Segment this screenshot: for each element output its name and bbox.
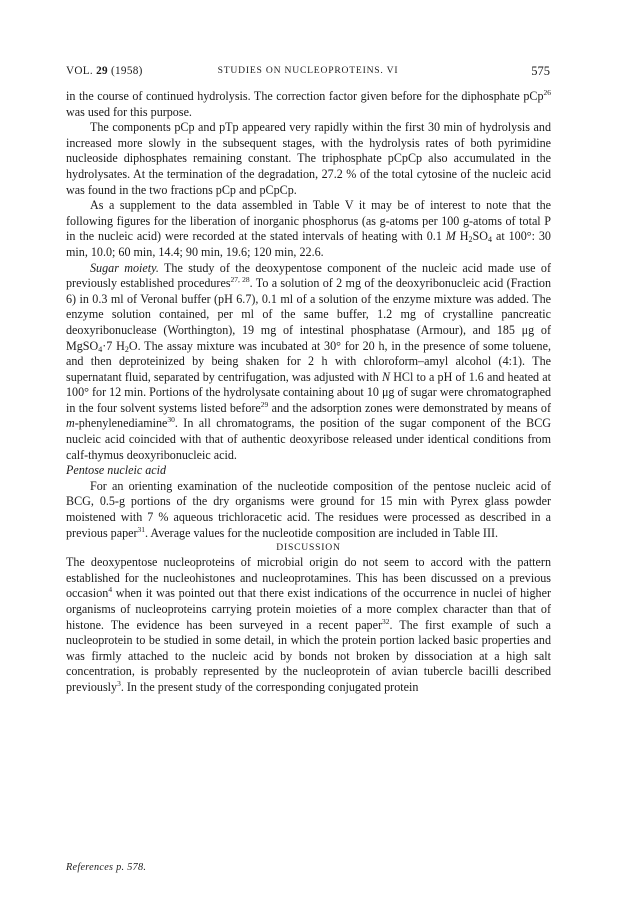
italic-symbol: m: [66, 416, 75, 431]
paragraph-phosphorus: [66, 198, 551, 260]
citation-ref: 26: [543, 88, 551, 97]
journal-label: VOL.: [66, 65, 93, 77]
citation-ref: 27, 28: [230, 275, 250, 285]
references-footer: References p. 578.: [66, 862, 147, 873]
text: . Average values for the nucleotide composition are included in Table III.: [145, 525, 499, 540]
section-heading: DISCUSSION: [276, 542, 341, 554]
run-in-heading: Sugar moiety.: [90, 260, 159, 275]
text: was used for this purpose.: [66, 104, 192, 119]
citation-ref: 29: [260, 399, 269, 409]
text: . To a solution of 2 mg of the deoxyribonucleic acid (Fraction 6) in 0.3 ml of Veronal buffer (pH 6.7), 0.1 ml of a solution of the enzyme mixture was added. The enzyme solution contained, per ml of the same buffer, 1.2 mg of crystalline pancreatic deoxyribonuclease (Worthington), 19 mg of intestinal phosphatase (Armour), and 185 μg of MgSO: [66, 276, 552, 353]
text: . The first example of such a nucleoprotein to be studied in some detail, in which the protein portion lacked basic properties and was firmly attached to the nucleic acid by bonds not broken by dissociation at a high salt concentration, is probably represented by the nucleoprotein of avian tubercle bacilli described previously: [66, 617, 551, 694]
paragraph-continued: [66, 89, 551, 120]
text: O. The assay mixture was incubated at 30° for 20 h, in the presence of some toluene, and then deproteinized by being shaken for 2 h with chloroform–amyl alcohol (4:1). The supernatant fluid, separated by centrifugation, was adjusted with: [66, 338, 551, 384]
citation-ref: 31: [137, 524, 146, 534]
subscript: 2: [124, 344, 129, 354]
running-header: [66, 62, 550, 80]
text: The deoxypentose nucleoproteins of microbial origin do not seem to accord with the pattern established for the nucleohistones and nucleoprotamines. This has been discussed on a previous occasion: [66, 555, 551, 601]
text: at 100°: 30 min, 10.0; 60 min, 14.4; 90 min, 19.6; 120 min, 22.6.: [66, 229, 551, 259]
text: when it was pointed out that there exist indications of the occurrence in nuclei of higher organisms of nucleoproteins carrying protein moieties of a more complex character than that of histone. The evidence has been surveyed in a recent paper: [66, 586, 551, 632]
paragraph-discussion: [66, 555, 551, 695]
volume-number: 29: [96, 65, 108, 77]
text: -phenylenediamine: [74, 416, 168, 431]
citation-ref: 3: [117, 678, 121, 688]
text: ·7 H: [102, 338, 125, 353]
citation-ref: 30: [167, 415, 175, 425]
year: (1958): [111, 65, 143, 77]
subscript: 2: [468, 235, 473, 245]
text: H: [455, 229, 469, 244]
text: . In all chromatograms, the position of the sugar component of the BCG nucleic acid coincided with that of authentic deoxyribose released under identical conditions from calf-thymus deoxyribonucleic acid.: [66, 416, 551, 462]
subsection-heading: Pentose nucleic acid: [66, 463, 167, 478]
citation-ref: 4: [108, 585, 113, 595]
paragraph-pentose: [66, 479, 551, 541]
subscript: 4: [98, 344, 103, 354]
italic-symbol: M: [445, 229, 456, 244]
article-body: [66, 89, 551, 696]
paragraph-hydrolysis: The components pCp and pTp appeared very rapidly within the first 30 min of hydrolysis and increased more slowly in the subsequent stages, with the hydrolysis rates of both pyrimidine nucleoside diphosphates remaining constant. The triphosphate pCpCp also accumulated in the hydrolysates. At the termination of the degradation, 27.2 % of the total cytosine of the nucleic acid was found in the two fractions pCp and pCpCp.: [66, 120, 551, 197]
italic-symbol: N: [381, 369, 391, 384]
paragraph-sugar-moiety: [66, 261, 551, 464]
subscript: 4: [488, 235, 493, 245]
page-number: 575: [531, 64, 550, 78]
text: For an orienting examination of the nucleotide composition of the pentose nucleic acid of BCG, 0.5-g portions of the dry organisms were ground for 15 min with Pyrex glass powder moistened with 7 % aqueous trichloracetic acid. The residues were processed as described in a previous paper: [66, 478, 551, 540]
text: in the course of continued hydrolysis. The correction factor given before for the diphosphate pCp: [66, 89, 544, 103]
text: As a supplement to the data assembled in Table V it may be of interest to note that the following figures for the liberation of inorganic phosphorus (as g-atoms per 100 g-atoms of total P in the nucleic acid) were recorded at the stated intervals of heating with 0.1: [66, 198, 551, 244]
citation-ref: 32: [382, 616, 390, 626]
text: and the adsorption zones were demonstrated by means of: [268, 400, 551, 415]
text: HCl to a pH of 1.6 and heated at 100° for 12 min. Portions of the hydrolysate containing about 10 μg of sugar were chromatographed in the four solvent systems listed before: [66, 369, 551, 415]
text: The study of the deoxypentose component of the nucleic acid made use of previously established procedures: [66, 260, 551, 291]
text: . In the present study of the corresponding conjugated protein: [120, 679, 419, 694]
text: SO: [472, 229, 489, 244]
running-title: STUDIES ON NUCLEOPROTEINS. VI: [217, 65, 399, 76]
